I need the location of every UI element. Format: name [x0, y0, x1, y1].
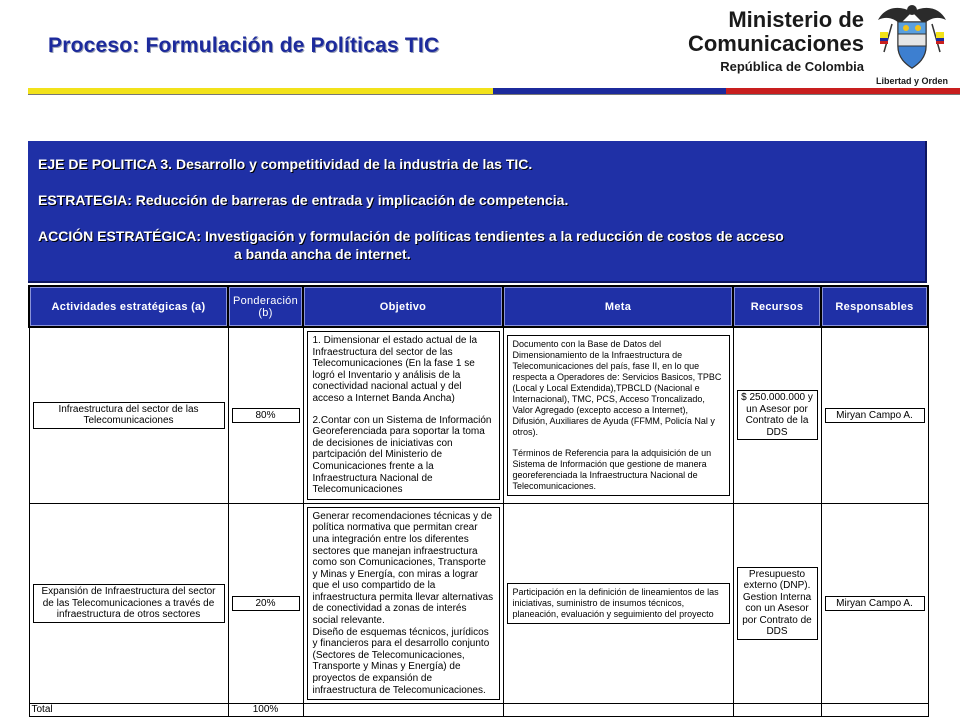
header-ponderacion-line-2: (b)	[258, 306, 273, 319]
objetivo-paragraph-2: Diseño de esquemas técnicos, jurídicos y financieros para el desarrollo conjunto (Sectores de Telecomunicaciones, Transporte y Minas y Energía) de proyectos de expansión de infraestructura de Telecomunicaciones.	[312, 626, 490, 696]
recursos-cell: $ 250.000.000 y un Asesor por Contrato de la DDS	[737, 390, 818, 440]
activities-table	[28, 285, 929, 717]
estrategia-text: ESTRATEGIA: Reducción de barreras de entrada y implicación de competencia.	[38, 192, 569, 208]
header-responsables: Responsables	[821, 286, 928, 327]
meta-paragraph-2: Términos de Referencia para la adquisición de un Sistema de Información que gestione de manera georeferenciada la Infraestructura Nacional de Telecomunicaciones.	[512, 447, 712, 491]
header-ponderacion	[228, 286, 303, 327]
ministry-line-1: Ministerio de	[728, 7, 864, 32]
ministry-logo-text	[688, 8, 864, 76]
objetivo-paragraph-1: Generar recomendaciones técnicas y de política normativa que permitan crear una integración entre los diferentes sectores que manejan infraestructura como son Comunicaciones, Transporte y Minas y Energía, con miras a lograr que el uso compartido de la infraestructura permita llevar alternativas de conectividad a zonas de interés social relevante.	[312, 510, 494, 627]
policy-banner	[28, 141, 927, 283]
meta-paragraph-1: Documento con la Base de Datos del Dimensionamiento de la Infraestructura de Telecomunicaciones del país, fase II, en lo que respecta a Operadores de: Servicios Basicos, TPBC (Local y Local Extendida),TPBCLD (Nacional e Internacional), TMC, PCS, Acceso Troncalizado, Valor Agregado (excepto acceso a Internet), Difusión, Auxiliares de Ayuda (FFMM, Policía Nal y otros).	[512, 338, 722, 437]
meta-cell	[507, 583, 730, 624]
header-actividades: Actividades estratégicas (a)	[29, 286, 228, 327]
total-row	[29, 704, 928, 717]
ministry-line-2: Comunicaciones	[687, 31, 864, 56]
actividad-cell: Expansión de Infraestructura del sector de las Telecomunicaciones a través de infraestructura de otros sectores	[33, 584, 225, 623]
header-ponderacion-line-1: Ponderación	[232, 294, 299, 307]
meta-paragraph-1: Participación en la definición de lineamientos de las iniciativas, suministro de insumos técnicos, planeación, evaluación y seguimiento del proyecto	[512, 586, 719, 619]
ministry-line-3: República de Colombia	[720, 59, 864, 74]
objetivo-paragraph-2: 2.Contar con un Sistema de Información Georeferenciada para soportar la toma de decisiones de iniciativas con partcipación del Ministerio de Comunicaciones frente a la Infraestructura Nacional de Telecomunicaciones	[312, 414, 492, 496]
actividad-cell: Infraestructura del sector de las Telecomunicaciones	[33, 402, 225, 429]
ponderacion-cell: 80%	[232, 408, 300, 424]
accion-text-line-2: a banda ancha de internet.	[234, 246, 411, 262]
meta-cell	[507, 335, 730, 496]
total-label: Total	[29, 704, 228, 717]
responsables-cell: Miryan Campo A.	[825, 596, 925, 612]
accion-text-line-1: ACCIÓN ESTRATÉGICA: Investigación y formulación de políticas tendientes a la reducción de costos de acceso	[38, 228, 784, 244]
table-row	[29, 503, 928, 704]
table-row	[29, 327, 928, 503]
motto: Libertad y Orden	[875, 76, 948, 86]
responsables-cell: Miryan Campo A.	[825, 408, 925, 424]
header-meta: Meta	[503, 286, 733, 327]
ponderacion-cell: 20%	[232, 596, 300, 612]
header-objetivo: Objetivo	[303, 286, 503, 327]
page-title: Proceso: Formulación de Políticas TIC	[48, 34, 440, 57]
recursos-cell: Presupuesto externo (DNP). Gestion Interna con un Asesor por Contrato de DDS	[737, 567, 818, 640]
table-header-row	[29, 286, 928, 327]
total-value: 100%	[228, 704, 303, 717]
header-recursos: Recursos	[733, 286, 821, 327]
objetivo-cell	[307, 331, 500, 500]
objetivo-paragraph-1: 1. Dimensionar el estado actual de la Infraestructura del sector de las Telecomunicaciones (En la fase 1 se logró el Inventario y análisis de la conectividad nacional actual y del acceso a Internet Banda Ancha)	[312, 335, 478, 404]
divider	[28, 94, 960, 95]
coat-of-arms-icon	[874, 2, 950, 86]
objetivo-cell	[307, 507, 500, 701]
eje-text: EJE DE POLITICA 3. Desarrollo y competitividad de la industria de las TIC.	[38, 156, 533, 172]
